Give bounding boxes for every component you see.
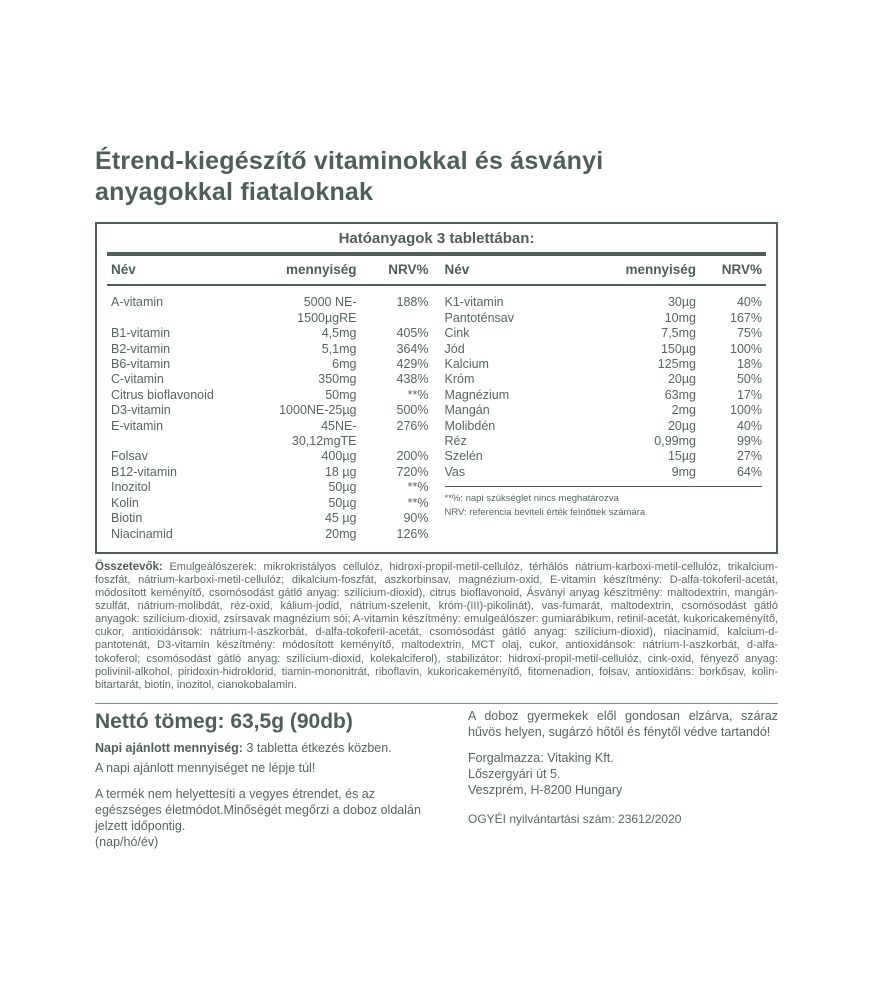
nutrient-name: B6-vitamin xyxy=(111,357,171,372)
ingredients-label: Összetevők: xyxy=(95,560,163,573)
nutrient-row xyxy=(445,465,763,480)
header-cells xyxy=(445,256,763,284)
nutrient-nrv: 100% xyxy=(730,403,762,418)
nutrient-name: Kolin xyxy=(111,495,139,510)
nutrient-row xyxy=(445,342,763,357)
nutrient-name: B1-vitamin xyxy=(111,326,171,341)
nutrient-nrv: 276% xyxy=(396,418,429,433)
nutrient-name: Magnézium xyxy=(444,387,510,402)
nutrient-row xyxy=(111,326,429,341)
nutrient-name: Cink xyxy=(444,326,470,341)
header-cells xyxy=(111,256,429,284)
storage-instructions: A doboz gyermekek elől gondosan elzárva, száraz hűvös helyen, sugárzó hőtől és fénytől védve tartandó! xyxy=(468,708,778,739)
nutrient-quantity: 2mg xyxy=(671,403,696,418)
net-weight: Nettó tömeg: 63,5g (90db) xyxy=(95,709,353,733)
footnote-daily-need: **%: napi szükséglet nincs meghatározva xyxy=(444,493,619,505)
nutrient-name: Citrus bioflavonoid xyxy=(111,387,214,402)
nutrient-nrv: 40% xyxy=(736,295,762,310)
nutrient-nrv: 126% xyxy=(396,526,429,541)
nutrient-quantity: 10mg xyxy=(664,310,696,325)
nutrient-row xyxy=(111,496,429,511)
ingredients-paragraph xyxy=(95,561,778,692)
nutrient-quantity: 20µg xyxy=(667,372,696,387)
nutrient-name: E-vitamin xyxy=(111,418,164,433)
nutrient-quantity: 45NE-30,12mgTE xyxy=(291,418,357,449)
nutrient-row xyxy=(445,388,763,403)
nutrient-row xyxy=(111,295,429,326)
nutrient-quantity: 50µg xyxy=(328,480,357,495)
nutrient-nrv: **% xyxy=(407,387,429,402)
nutrient-quantity: 5,1mg xyxy=(321,341,357,356)
nutrient-quantity: 400µg xyxy=(321,449,357,464)
date-note: (nap/hó/év) xyxy=(95,834,159,849)
column-header-nrv: NRV% xyxy=(388,262,429,277)
nutrient-name: Mangán xyxy=(444,403,490,418)
nutrient-name: Folsav xyxy=(111,449,148,464)
nutrient-name: Jód xyxy=(444,341,465,356)
nutrient-name: B12-vitamin xyxy=(111,464,177,479)
nutrient-row xyxy=(445,372,763,387)
nutrient-name: Króm xyxy=(444,372,475,387)
nutrient-nrv: **% xyxy=(407,480,429,495)
nutrient-row xyxy=(445,326,763,341)
nutrient-name: Szelén xyxy=(444,449,483,464)
nutrient-nrv: 27% xyxy=(736,449,762,464)
nutrient-name: C-vitamin xyxy=(111,372,164,387)
nutrient-row xyxy=(445,419,763,434)
divider-section xyxy=(95,703,778,704)
address-city: Veszprém, H-8200 Hungary xyxy=(468,782,623,797)
nutrient-row xyxy=(111,388,429,403)
nutrient-nrv: 17% xyxy=(736,387,762,402)
nutrient-nrv: **% xyxy=(407,495,429,510)
nutrient-quantity: 15µg xyxy=(667,449,696,464)
nutrient-row xyxy=(111,403,429,418)
nutrient-row xyxy=(111,357,429,372)
nutrient-name: Kalcium xyxy=(444,357,489,372)
nutrient-nrv: 75% xyxy=(736,326,762,341)
nutrient-quantity: 0,99mg xyxy=(654,434,696,449)
nutrient-nrv: 200% xyxy=(396,449,429,464)
left-header xyxy=(107,256,433,284)
right-column xyxy=(441,295,767,542)
daily-dose-label: Napi ajánlott mennyiség: xyxy=(95,740,243,755)
nutrient-name: K1-vitamin xyxy=(444,295,504,310)
column-header-name: Név xyxy=(111,262,136,277)
nutrient-quantity: 350mg xyxy=(318,372,357,387)
column-header-quantity: mennyiség xyxy=(625,262,696,277)
nutrient-row xyxy=(111,372,429,387)
nutrient-name: Niacinamid xyxy=(111,526,173,541)
nutrient-row xyxy=(111,342,429,357)
label-page xyxy=(95,146,778,860)
table-title: Hatóanyagok 3 tablettában: xyxy=(338,230,535,247)
column-header-nrv: NRV% xyxy=(721,262,762,277)
nutrient-quantity: 45 µg xyxy=(324,511,357,526)
nutrient-row xyxy=(111,527,429,542)
disclaimer xyxy=(95,786,440,850)
nutrient-row xyxy=(445,311,763,326)
nutrient-name: B2-vitamin xyxy=(111,341,171,356)
nutrient-quantity: 5000 NE-1500µgRE xyxy=(297,295,357,325)
nutrient-quantity: 50mg xyxy=(325,387,357,402)
nutrient-row xyxy=(445,434,763,449)
nutrient-nrv: 99% xyxy=(736,434,762,449)
nutrient-row xyxy=(111,465,429,480)
nutrient-nrv: 438% xyxy=(396,372,429,387)
nutrient-quantity: 50µg xyxy=(328,495,357,510)
nutrient-nrv: 40% xyxy=(736,418,762,433)
nutrient-quantity: 150µg xyxy=(660,341,696,356)
nutrient-quantity: 1000NE-25µg xyxy=(279,403,357,418)
nutrient-name: Réz xyxy=(444,434,467,449)
nutrient-quantity: 7,5mg xyxy=(661,326,696,341)
nutrient-quantity: 18 µg xyxy=(324,464,357,479)
right-column-rows xyxy=(445,295,763,480)
divider-footnote xyxy=(445,486,763,487)
nutrient-quantity: 20µg xyxy=(667,418,696,433)
nutrient-name: Pantoténsav xyxy=(444,310,514,325)
nutrient-nrv: 364% xyxy=(396,341,429,356)
registration-number: OGYÉI nyilvántartási szám: 23612/2020 xyxy=(468,811,682,826)
nutrient-name: Vas xyxy=(444,464,466,479)
nutrient-row xyxy=(111,511,429,526)
nutrient-row xyxy=(111,449,429,464)
column-header-name: Név xyxy=(444,262,470,277)
address-street: Lőszergyári út 5. xyxy=(468,766,561,781)
nutrient-row xyxy=(445,357,763,372)
table-body xyxy=(97,286,776,552)
disclaimer-text: A termék nem helyettesíti a vegyes étrendet, és az egészséges életmódot.Minőségét megőrzi a doboz oldalán jelzett időpontig. xyxy=(95,786,421,833)
nutrient-nrv: 405% xyxy=(396,326,429,341)
table-header-row xyxy=(97,256,776,284)
nutrient-row xyxy=(445,403,763,418)
nutrient-nrv: 100% xyxy=(730,341,762,356)
nutrient-name: Biotin xyxy=(111,511,143,526)
nutrient-nrv: 64% xyxy=(736,464,762,479)
nutrient-nrv: 500% xyxy=(396,403,429,418)
nutrient-nrv: 720% xyxy=(396,464,429,479)
nutrient-nrv: 429% xyxy=(396,357,429,372)
left-column-rows xyxy=(107,295,433,542)
column-header-quantity: mennyiség xyxy=(285,262,357,277)
bottom-right xyxy=(468,708,778,860)
nutrient-nrv: 167% xyxy=(730,310,762,325)
nutrient-row xyxy=(111,480,429,495)
nutrient-name: Molibdén xyxy=(444,418,496,433)
bottom-left xyxy=(95,708,440,860)
nutrient-row xyxy=(111,419,429,450)
nutrient-quantity: 30µg xyxy=(667,295,696,310)
nutrient-quantity: 9mg xyxy=(671,464,696,479)
distributor: Forgalmazza: Vitaking Kft. xyxy=(468,750,614,765)
footnote-nrv: NRV: referencia beviteli érték felnőttek számára xyxy=(444,507,646,519)
nutrient-row xyxy=(445,449,763,464)
daily-dose-text: 3 tabletta étkezés közben. xyxy=(242,740,392,755)
nutrient-quantity: 4,5mg xyxy=(321,326,357,341)
nutrient-nrv: 188% xyxy=(396,295,429,310)
nutrition-facts-table xyxy=(95,222,778,554)
nutrient-quantity: 63mg xyxy=(664,387,696,402)
dose-warning: A napi ajánlott mennyiséget ne lépje túl! xyxy=(95,760,316,775)
bottom-info xyxy=(95,708,778,860)
nutrient-quantity: 125mg xyxy=(657,357,696,372)
ingredients-text: Emulgeálószerek: mikrokristályos cellulóz, hidroxi-propil-metil-cellulóz, térhálós nátrium-karboxi-metil-cellulóz, trikalcium-foszfát, nátrium-karboxi-metil-cellulóz; dikalcium-foszfát, aszkorbinsav, magnézium-oxid, E-vitamin készítmény: D-alfa-tokoferil-acetát, módosított keményítő, csomósodást gátló anyag: szilícium-dioxid), citrus bioflavonoid, Ásványi anyag készítmény: maltodextrin, mangán-szulfát, nátrium-molibdát, réz-oxid, kálium-jodid, nátrium-szelenit, króm-(III)-pikolinát), vas-fumarát, maltodextrin, csomósodást gátló anyagok: szilícium-dioxid, zsírsavak magnézium sói; A-vitamin készítmény: emulgeálószer: gumiarábikum, retinil-acetát, kukoricakeményítő, cukor, antioxidánsok: nátrium-l-aszkorbát, d-alfa-tokoferil-acetát, csomósodást gátló anyag: szilícium-dioxid), niacinamid, kalcium-d-pantotenát, D3-vitamin készítmény: módosított keményítő, maltodextrin, MCT olaj, cukor, antioxidánsok: nátrium-l-aszkorbát, d-alfa-tokoferol; csomósodást gátló anyag: szilícium-dioxid, kolekalciferol), stabilizátor: hidroxi-propil-metil-cellulóz, cink-oxid, fényező anyag: polivinil-alkohol, piridoxin-hidroklorid, tiamin-mononitrát, riboflavin, kukoricakeményítő, fitomenadion, folsav, antioxidáns: borkősav, kolin-bitartarát, biotin, inozitol, cianokobalamin. xyxy=(95,560,778,691)
nutrient-nrv: 90% xyxy=(403,511,429,526)
nutrient-quantity: 20mg xyxy=(325,526,357,541)
nutrient-row xyxy=(445,295,763,310)
nutrient-name: D3-vitamin xyxy=(111,403,171,418)
product-title: Étrend-kiegészítő vitaminokkal és ásványi anyagokkal fiataloknak xyxy=(95,147,604,206)
nutrient-nrv: 50% xyxy=(736,372,762,387)
nutrient-quantity: 6mg xyxy=(332,357,357,372)
nutrient-name: A-vitamin xyxy=(111,295,164,310)
daily-dose xyxy=(95,740,440,756)
right-header xyxy=(441,256,767,284)
nutrient-nrv: 18% xyxy=(736,357,762,372)
nutrient-name: Inozitol xyxy=(111,480,151,495)
